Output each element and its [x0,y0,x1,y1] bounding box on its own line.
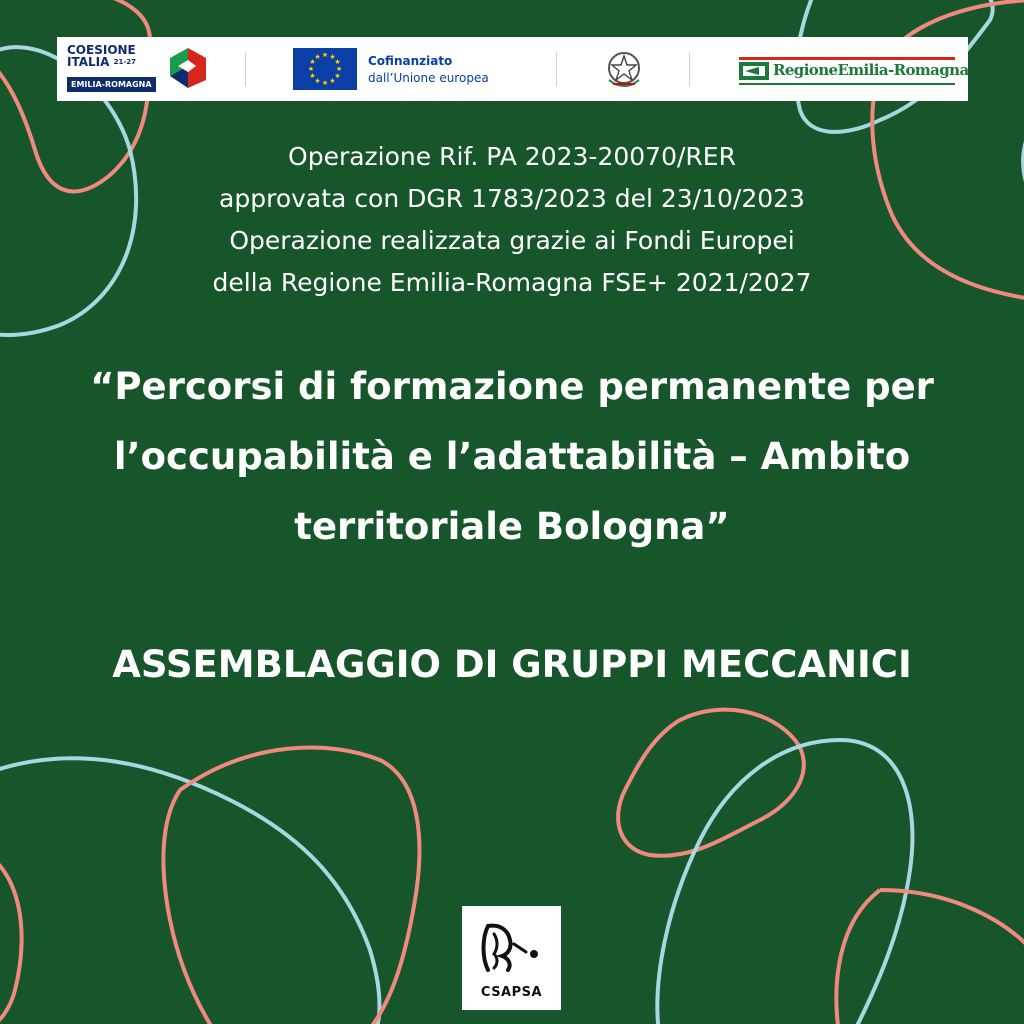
csapsa-figure-icon [478,918,546,976]
coral-blob-bottom-right-large [836,890,1024,1024]
svg-text:★: ★ [314,53,321,61]
operation-info-line: della Regione Emilia-Romagna FSE+ 2021/2027 [212,268,812,297]
eu-flag-icon [293,48,357,90]
coesione-title-line1: COESIONE [67,43,136,57]
svg-text:★: ★ [309,72,316,80]
rer-arrow-icon [739,62,769,80]
course-title-line: “Percorsi di formazione permanente per [90,365,934,408]
course-title-line: l’occupabilità e l’adattabilità – Ambito [113,435,911,478]
italian-republic-emblem-icon [601,46,647,92]
eu-cofunded-text [368,53,548,87]
coesione-italia-logo [57,37,245,101]
svg-text:★: ★ [309,58,316,66]
blue-loop-bottom-right [657,740,912,1024]
operation-info-line: approvata con DGR 1783/2023 del 23/10/2023 [219,184,805,213]
coesione-region-label: EMILIA-ROMAGNA [67,77,156,92]
csapsa-logo [462,906,561,1010]
coesione-title-line2: ITALIA [67,55,110,69]
partner-logo-banner [57,37,968,101]
operation-info-line: Operazione Rif. PA 2023-20070/RER [288,142,736,171]
coesione-cube-icon [166,46,210,90]
svg-text:★: ★ [329,53,336,61]
svg-text:★: ★ [334,58,341,66]
operation-info [62,136,962,304]
course-program-title [12,352,1012,562]
rer-name: RegioneEmilia-Romagna [773,61,969,79]
svg-text:★: ★ [321,51,329,59]
coral-arc-far-left [0,850,22,1024]
coral-blob-bottom-right [618,710,804,856]
eu-cofunded-logo [246,37,556,101]
italian-republic-emblem-logo [557,37,689,101]
svg-text:★: ★ [314,77,321,85]
eu-text-line1: Cofinanziato [368,54,453,68]
svg-text:★: ★ [335,65,343,73]
eu-text-line2: dall’Unione europea [368,71,489,85]
rer-red-bar [739,57,955,60]
coesione-title [67,44,145,68]
svg-text:★: ★ [329,77,336,85]
course-title-line: territoriale Bologna” [294,505,730,548]
rer-green-bar [739,83,955,85]
svg-text:★: ★ [321,79,329,87]
operation-info-line: Operazione realizzata grazie ai Fondi Europei [229,226,795,255]
csapsa-label: CSAPSA [480,985,543,1000]
svg-text:★: ★ [307,65,315,73]
course-name-heading: ASSEMBLAGGIO DI GRUPPI MECCANICI [112,643,912,686]
coesione-years: 21-27 [113,58,136,66]
regione-emilia-romagna-logo [690,37,968,101]
svg-text:★: ★ [334,72,341,80]
